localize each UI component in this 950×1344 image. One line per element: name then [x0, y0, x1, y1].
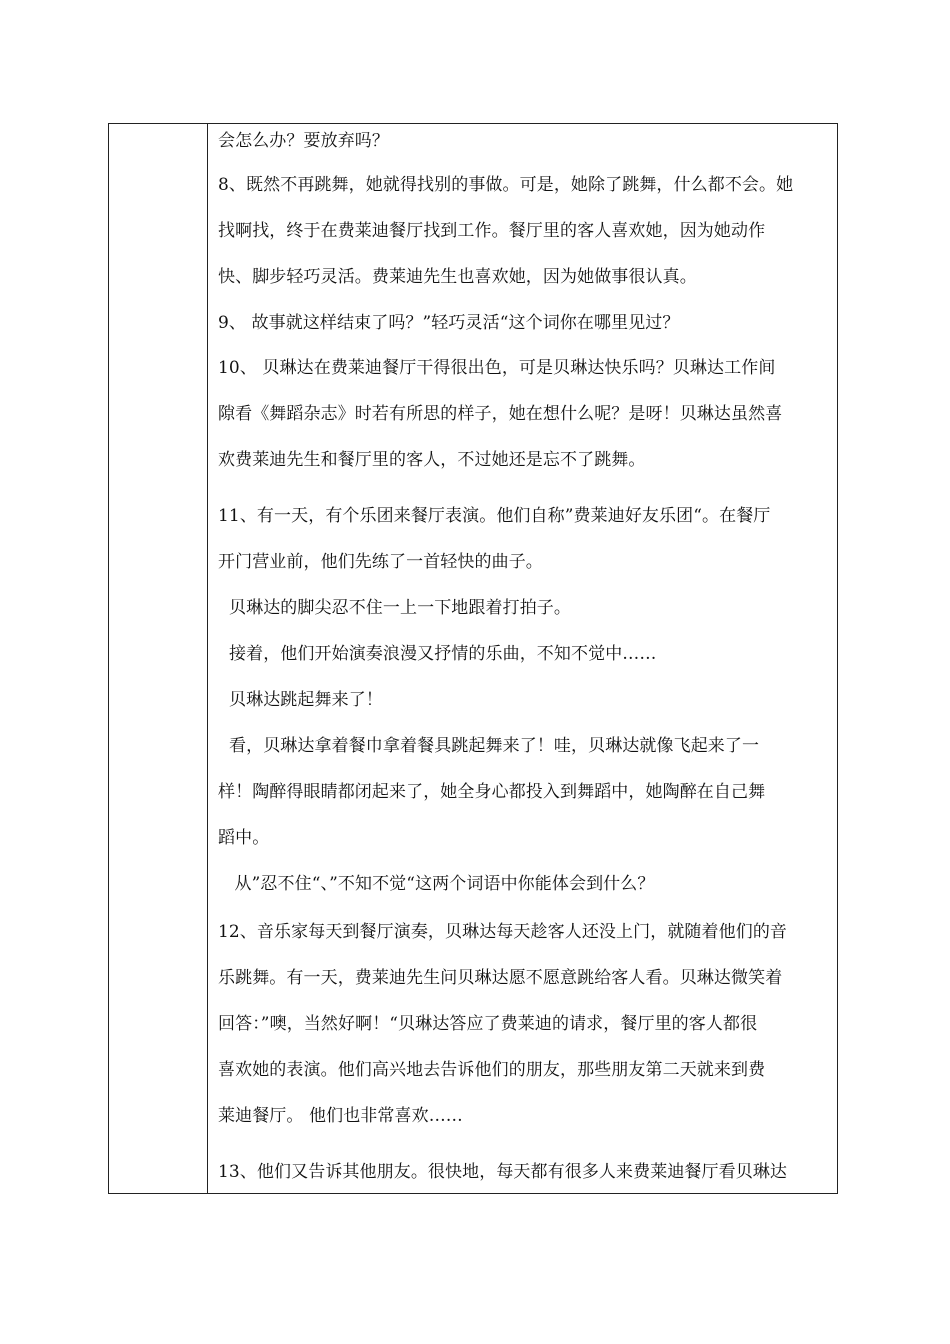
text-line: 接着，他们开始演奏浪漫又抒情的乐曲，不知不觉中…… [218, 644, 657, 664]
text-line: 喜欢她的表演。他们高兴地去告诉他们的朋友，那些朋友第二天就来到费 [218, 1060, 766, 1080]
text-line: 会怎么办？要放弃吗？ [218, 131, 389, 151]
document-table [108, 123, 838, 1194]
text-line: 莱迪餐厅。 他们也非常喜欢…… [218, 1106, 463, 1126]
text-line: 开门营业前，他们先练了一首轻快的曲子。 [218, 552, 543, 572]
text-line: 隙看《舞蹈杂志》时若有所思的样子，她在想什么呢？是呀！贝琳达虽然喜 [218, 404, 783, 424]
text-line: 乐跳舞。有一天，费莱迪先生问贝琳达愿不愿意跳给客人看。贝琳达微笑着 [218, 968, 783, 988]
text-line: 找啊找，终于在费莱迪餐厅找到工作。餐厅里的客人喜欢她，因为她动作 [218, 221, 766, 241]
text-line: 9、 故事就这样结束了吗？”轻巧灵活“这个词你在哪里见过？ [218, 313, 680, 333]
text-line: 从”忍不住“、”不知不觉“这两个词语中你能体会到什么？ [218, 874, 655, 894]
text-line: 10、 贝琳达在费莱迪餐厅干得很出色，可是贝琳达快乐吗？贝琳达工作间 [218, 358, 776, 378]
text-line: 欢费莱迪先生和餐厅里的客人，不过她还是忘不了跳舞。 [218, 450, 646, 470]
text-line: 8、既然不再跳舞，她就得找别的事做。可是，她除了跳舞，什么都不会。她 [218, 175, 794, 195]
text-line: 看，贝琳达拿着餐巾拿着餐具跳起舞来了！哇，贝琳达就像飞起来了一 [218, 736, 760, 756]
text-line: 11、有一天，有个乐团来餐厅表演。他们自称”费莱迪好友乐团“。在餐厅 [218, 506, 771, 526]
text-line: 蹈中。 [218, 828, 270, 848]
text-line: 贝琳达跳起舞来了！ [218, 690, 383, 710]
text-line: 快、脚步轻巧灵活。费莱迪先生也喜欢她，因为她做事很认真。 [218, 267, 697, 287]
text-line: 样！陶醉得眼睛都闭起来了，她全身心都投入到舞蹈中，她陶醉在自己舞 [218, 782, 766, 802]
text-line: 回答：”噢，当然好啊！“贝琳达答应了费莱迪的请求，餐厅里的客人都很 [218, 1014, 758, 1034]
table-content-column [208, 124, 837, 1193]
text-line: 贝琳达的脚尖忍不住一上一下地跟着打拍子。 [218, 598, 572, 618]
table-left-column [109, 124, 208, 1193]
text-line: 13、他们又告诉其他朋友。很快地，每天都有很多人来费莱迪餐厅看贝琳达 [218, 1162, 788, 1182]
text-line: 12、音乐家每天到餐厅演奏，贝琳达每天趁客人还没上门，就随着他们的音 [218, 922, 788, 942]
